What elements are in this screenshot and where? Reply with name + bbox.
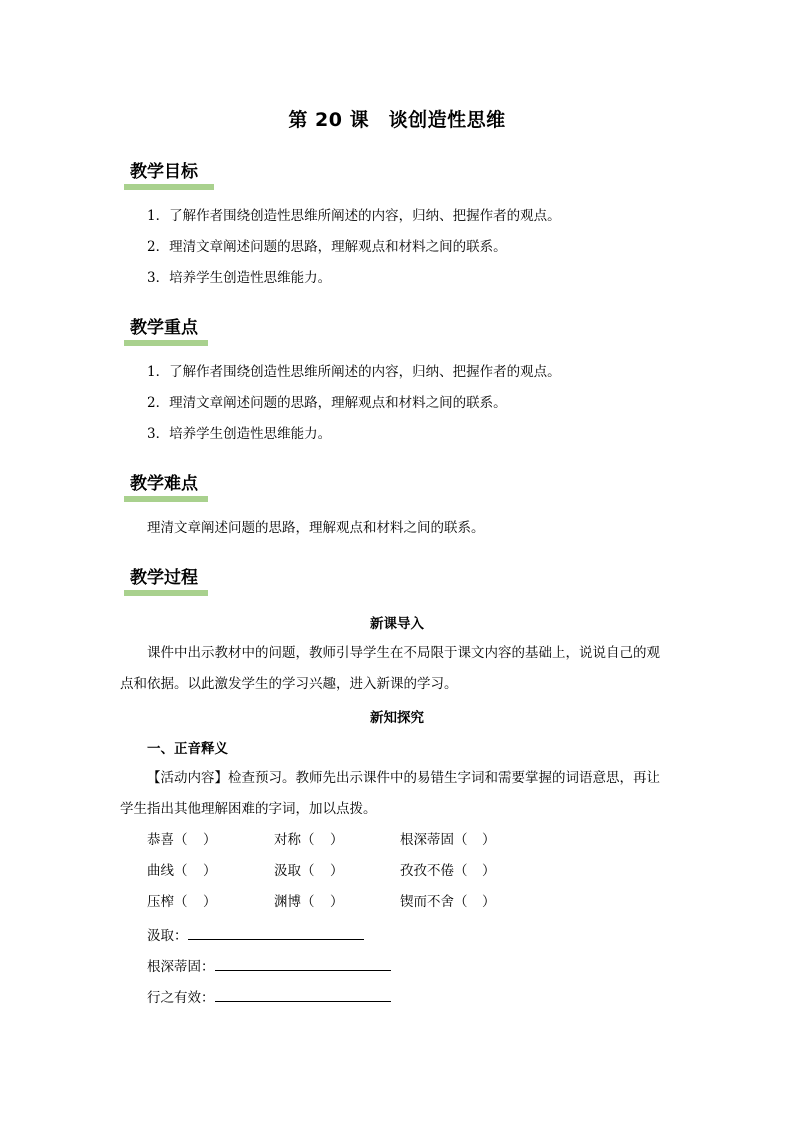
intro-paragraph-line: 点和依据。以此激发学生的学习兴趣，进入新课的学习。	[120, 676, 458, 692]
section-heading-process	[124, 566, 198, 596]
heading-highlight	[124, 184, 214, 190]
key-point-item: 2．理清文章阐述问题的思路，理解观点和材料之间的联系。	[147, 395, 507, 411]
section-heading-label: 教学重点	[130, 318, 198, 338]
fill-in-label: 根深蒂固：	[147, 959, 215, 975]
fill-in-row	[147, 987, 391, 1008]
key-point-item: 1．了解作者围绕创造性思维所阐述的内容，归纳、把握作者的观点。	[147, 364, 561, 380]
heading-highlight	[124, 340, 208, 346]
objective-item: 1．了解作者围绕创造性思维所阐述的内容，归纳、把握作者的观点。	[147, 208, 561, 224]
section-heading-key-points	[124, 316, 198, 346]
word-item: 渊博（ ）	[274, 894, 344, 910]
word-item: 锲而不舍（ ）	[400, 894, 496, 910]
difficulty-text: 理清文章阐述问题的思路，理解观点和材料之间的联系。	[147, 520, 485, 536]
objective-item: 3．培养学生创造性思维能力。	[147, 270, 332, 286]
heading-highlight	[124, 496, 208, 502]
part-title: 一、正音释义	[147, 741, 228, 757]
fill-in-label: 汲取：	[147, 928, 188, 944]
activity-paragraph-line: 学生指出其他理解困难的字词，加以点拨。	[120, 801, 377, 817]
key-point-item: 3．培养学生创造性思维能力。	[147, 426, 332, 442]
page-title: 第 20 课 谈创造性思维	[288, 109, 506, 131]
word-item: 曲线（ ）	[147, 863, 217, 879]
word-item: 汲取（ ）	[274, 863, 344, 879]
word-item: 压榨（ ）	[147, 894, 217, 910]
fill-in-blank[interactable]	[188, 925, 364, 940]
activity-paragraph-line: 【活动内容】检查预习。教师先出示课件中的易错生字词和需要掌握的词语意思，再让	[147, 770, 660, 786]
section-heading-label: 教学目标	[130, 162, 198, 182]
fill-in-row	[147, 956, 391, 977]
heading-highlight	[124, 590, 208, 596]
subsection-title-intro: 新课导入	[370, 616, 424, 632]
fill-in-blank[interactable]	[215, 987, 391, 1002]
section-heading-label: 教学过程	[130, 568, 198, 588]
section-heading-objectives	[124, 160, 198, 190]
intro-paragraph-line: 课件中出示教材中的问题，教师引导学生在不局限于课文内容的基础上，说说自己的观	[147, 645, 660, 661]
section-heading-difficulties	[124, 472, 198, 502]
fill-in-row	[147, 925, 364, 946]
word-item: 孜孜不倦（ ）	[400, 863, 496, 879]
word-item: 对称（ ）	[274, 832, 344, 848]
word-item: 根深蒂固（ ）	[400, 832, 496, 848]
word-item: 恭喜（ ）	[147, 832, 217, 848]
fill-in-label: 行之有效：	[147, 990, 215, 1006]
section-heading-label: 教学难点	[130, 474, 198, 494]
subsection-title-explore: 新知探究	[370, 710, 424, 726]
objective-item: 2．理清文章阐述问题的思路，理解观点和材料之间的联系。	[147, 239, 507, 255]
fill-in-blank[interactable]	[215, 956, 391, 971]
